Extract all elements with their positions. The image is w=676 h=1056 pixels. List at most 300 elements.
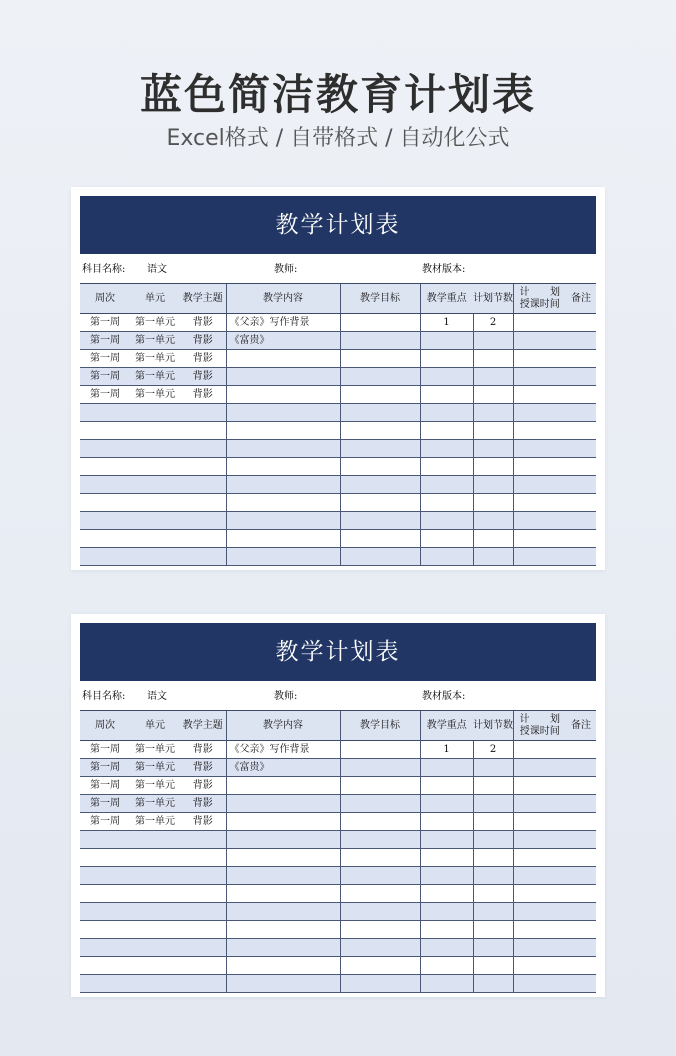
cell-focus[interactable] — [420, 957, 473, 975]
cell-time[interactable] — [513, 975, 566, 993]
cell-notes[interactable] — [566, 903, 596, 921]
cell-topic[interactable]: 背影 — [180, 759, 226, 777]
cell-unit[interactable]: 第一单元 — [130, 368, 180, 386]
cell-notes[interactable] — [566, 440, 596, 458]
cell-goal[interactable] — [340, 885, 420, 903]
cell-topic[interactable] — [180, 476, 226, 494]
table-row — [80, 831, 596, 849]
header-content: 教学内容 — [226, 711, 340, 741]
plan-table — [80, 283, 596, 566]
cell-content[interactable] — [226, 975, 340, 993]
cell-periods[interactable] — [473, 759, 513, 777]
cell-topic[interactable]: 背影 — [180, 795, 226, 813]
cell-content[interactable]: 《父亲》写作背景 — [226, 314, 340, 332]
cell-week[interactable] — [80, 494, 130, 512]
cell-focus[interactable] — [420, 939, 473, 957]
cell-periods[interactable] — [473, 422, 513, 440]
header-unit: 单元 — [130, 711, 180, 741]
cell-time[interactable] — [513, 795, 566, 813]
cell-unit[interactable]: 第一单元 — [135, 744, 175, 755]
cell-week[interactable]: 第一周 — [80, 759, 130, 777]
cell-notes[interactable] — [566, 350, 596, 368]
cell-focus[interactable] — [420, 476, 473, 494]
cell-content[interactable] — [226, 512, 340, 530]
cell-periods[interactable]: 2 — [473, 314, 513, 332]
cell-focus[interactable] — [420, 350, 473, 368]
cell-time[interactable] — [513, 368, 566, 386]
teacher-label: 教师: — [274, 691, 298, 702]
cell-notes[interactable] — [566, 939, 596, 957]
header-periods: 计划节数 — [473, 711, 513, 741]
cell-unit[interactable]: 第一单元 — [130, 759, 180, 777]
cell-unit[interactable] — [130, 404, 180, 422]
cell-topic[interactable]: 背影 — [192, 744, 213, 755]
cell-topic[interactable]: 背影 — [192, 353, 213, 364]
cell-content[interactable] — [226, 831, 340, 849]
cell-periods[interactable] — [473, 849, 513, 867]
cell-periods[interactable] — [473, 813, 513, 831]
cell-content[interactable] — [226, 867, 340, 885]
table-row — [80, 458, 596, 476]
cell-focus[interactable]: 1 — [420, 314, 473, 332]
table-row — [80, 314, 596, 332]
cell-week[interactable]: 第一周 — [90, 389, 120, 400]
table-header — [80, 711, 596, 741]
cell-time[interactable] — [513, 314, 566, 332]
cell-week[interactable] — [80, 404, 130, 422]
header-plan-bottom: 授课时间 — [519, 725, 560, 737]
cell-goal[interactable] — [340, 903, 420, 921]
table-row — [80, 939, 596, 957]
cell-time[interactable] — [513, 849, 566, 867]
cell-notes[interactable] — [566, 813, 596, 831]
cell-goal[interactable] — [340, 759, 420, 777]
cell-unit[interactable]: 第一单元 — [135, 780, 175, 791]
cell-focus[interactable] — [420, 422, 473, 440]
cell-time[interactable] — [513, 548, 566, 566]
cell-week[interactable] — [80, 530, 130, 548]
cell-time[interactable] — [513, 777, 566, 795]
cell-periods[interactable] — [473, 476, 513, 494]
cell-week[interactable]: 第一周 — [90, 780, 120, 791]
cell-goal[interactable] — [340, 831, 420, 849]
header-goal: 教学目标 — [340, 711, 420, 741]
cell-goal[interactable] — [340, 350, 420, 368]
cell-notes[interactable] — [566, 777, 596, 795]
edition-label: 教材版本: — [422, 691, 466, 702]
cell-topic[interactable] — [180, 404, 226, 422]
cell-topic[interactable] — [180, 867, 226, 885]
cell-notes[interactable] — [566, 741, 596, 759]
cell-goal[interactable] — [340, 813, 420, 831]
cell-unit[interactable] — [130, 548, 180, 566]
cell-periods[interactable] — [473, 867, 513, 885]
cell-focus[interactable] — [420, 849, 473, 867]
cell-content[interactable] — [226, 422, 340, 440]
cell-goal[interactable] — [340, 476, 420, 494]
cell-content[interactable] — [226, 530, 340, 548]
cell-content[interactable] — [226, 849, 340, 867]
cell-week[interactable] — [80, 831, 130, 849]
cell-notes[interactable] — [566, 386, 596, 404]
cell-notes[interactable] — [566, 314, 596, 332]
header-plan-bottom: 授课时间 — [519, 298, 560, 310]
cell-week[interactable] — [80, 867, 130, 885]
cell-goal[interactable] — [340, 368, 420, 386]
cell-periods[interactable] — [473, 921, 513, 939]
sheet-banner: 教学计划表 — [80, 623, 596, 681]
cell-goal[interactable] — [340, 849, 420, 867]
cell-goal[interactable] — [340, 921, 420, 939]
cell-notes[interactable] — [566, 849, 596, 867]
cell-unit[interactable] — [130, 957, 180, 975]
cell-notes[interactable] — [566, 957, 596, 975]
cell-topic[interactable]: 背影 — [180, 332, 226, 350]
cell-notes[interactable] — [566, 512, 596, 530]
cell-notes[interactable] — [566, 548, 596, 566]
header-goal: 教学目标 — [340, 284, 420, 314]
cell-time[interactable] — [513, 350, 566, 368]
cell-periods[interactable] — [473, 530, 513, 548]
cell-unit[interactable] — [130, 440, 180, 458]
cell-unit[interactable] — [130, 476, 180, 494]
cell-time[interactable] — [513, 903, 566, 921]
cell-periods[interactable] — [473, 957, 513, 975]
table-row — [80, 404, 596, 422]
cell-periods[interactable] — [473, 458, 513, 476]
cell-focus[interactable] — [420, 440, 473, 458]
cell-notes[interactable] — [566, 759, 596, 777]
cell-topic[interactable] — [180, 903, 226, 921]
cell-content[interactable]: 《父亲》写作背景 — [226, 741, 340, 759]
table-row — [80, 759, 596, 777]
cell-notes[interactable] — [566, 458, 596, 476]
header-plan-time — [513, 711, 566, 741]
table-row — [80, 921, 596, 939]
cell-content[interactable] — [226, 386, 340, 404]
cell-week[interactable]: 第一周 — [80, 332, 130, 350]
cell-topic[interactable]: 背影 — [192, 389, 213, 400]
cell-week[interactable] — [80, 939, 130, 957]
cell-topic[interactable] — [180, 512, 226, 530]
cell-periods[interactable] — [473, 975, 513, 993]
header-unit: 单元 — [130, 284, 180, 314]
cell-unit[interactable] — [130, 422, 180, 440]
plan-table — [80, 710, 596, 993]
cell-content[interactable] — [226, 813, 340, 831]
cell-focus[interactable] — [420, 813, 473, 831]
cell-focus[interactable] — [420, 494, 473, 512]
cell-unit[interactable] — [130, 494, 180, 512]
cell-week[interactable] — [80, 921, 130, 939]
cell-notes[interactable] — [566, 921, 596, 939]
cell-topic[interactable] — [180, 440, 226, 458]
cell-unit[interactable] — [130, 903, 180, 921]
cell-unit[interactable] — [130, 512, 180, 530]
cell-periods[interactable]: 2 — [473, 741, 513, 759]
cell-week[interactable]: 第一周 — [90, 816, 120, 827]
cell-topic[interactable] — [180, 849, 226, 867]
cell-goal[interactable] — [340, 777, 420, 795]
cell-focus[interactable]: 1 — [420, 741, 473, 759]
cell-topic[interactable] — [180, 548, 226, 566]
cell-content[interactable] — [226, 885, 340, 903]
table-row — [80, 903, 596, 921]
cell-focus[interactable] — [420, 777, 473, 795]
cell-periods[interactable] — [473, 404, 513, 422]
cell-goal[interactable] — [340, 867, 420, 885]
cell-goal[interactable] — [340, 494, 420, 512]
cell-topic[interactable] — [180, 975, 226, 993]
cell-topic[interactable] — [180, 494, 226, 512]
cell-time[interactable] — [513, 404, 566, 422]
cell-time[interactable] — [513, 885, 566, 903]
cell-week[interactable]: 第一周 — [90, 744, 120, 755]
table-row — [80, 350, 596, 368]
cell-periods[interactable] — [473, 885, 513, 903]
cell-content[interactable] — [226, 350, 340, 368]
cell-content[interactable] — [226, 939, 340, 957]
cell-topic[interactable] — [180, 957, 226, 975]
cell-focus[interactable] — [420, 368, 473, 386]
cell-periods[interactable] — [473, 903, 513, 921]
cell-unit[interactable]: 第一单元 — [135, 816, 175, 827]
cell-time[interactable] — [513, 422, 566, 440]
cell-unit[interactable] — [130, 885, 180, 903]
cell-unit[interactable] — [130, 530, 180, 548]
cell-goal[interactable] — [340, 422, 420, 440]
cell-time[interactable] — [513, 867, 566, 885]
cell-content[interactable] — [226, 458, 340, 476]
cell-content[interactable] — [226, 476, 340, 494]
cell-goal[interactable] — [340, 512, 420, 530]
cell-notes[interactable] — [566, 476, 596, 494]
cell-goal[interactable] — [340, 548, 420, 566]
cell-focus[interactable] — [420, 921, 473, 939]
cell-goal[interactable] — [340, 332, 420, 350]
sub-title: Excel格式 / 自带格式 / 自动化公式 — [166, 126, 510, 151]
cell-time[interactable] — [513, 921, 566, 939]
cell-week[interactable] — [80, 440, 130, 458]
header-periods: 计划节数 — [473, 284, 513, 314]
cell-periods[interactable] — [473, 939, 513, 957]
table-row — [80, 795, 596, 813]
cell-periods[interactable] — [473, 386, 513, 404]
cell-unit[interactable]: 第一单元 — [135, 317, 175, 328]
cell-content[interactable]: 《富贵》 — [226, 759, 340, 777]
cell-topic[interactable] — [180, 530, 226, 548]
cell-content[interactable] — [226, 921, 340, 939]
cell-goal[interactable] — [340, 386, 420, 404]
cell-time[interactable] — [513, 741, 566, 759]
table-row — [80, 530, 596, 548]
cell-topic[interactable] — [180, 831, 226, 849]
cell-notes[interactable] — [566, 332, 596, 350]
cell-notes[interactable] — [566, 494, 596, 512]
cell-unit[interactable] — [130, 831, 180, 849]
cell-content[interactable]: 《富贵》 — [226, 332, 340, 350]
cell-goal[interactable] — [340, 458, 420, 476]
table-row — [80, 867, 596, 885]
cell-focus[interactable] — [420, 512, 473, 530]
cell-focus[interactable] — [420, 975, 473, 993]
cell-periods[interactable] — [473, 831, 513, 849]
cell-week[interactable] — [80, 476, 130, 494]
cell-unit[interactable] — [130, 939, 180, 957]
cell-focus[interactable] — [420, 548, 473, 566]
cell-notes[interactable] — [566, 795, 596, 813]
cell-periods[interactable] — [473, 512, 513, 530]
table-body — [80, 741, 596, 993]
subject-value: 语文 — [147, 691, 167, 702]
cell-content[interactable] — [226, 404, 340, 422]
cell-time[interactable] — [513, 813, 566, 831]
cell-week[interactable] — [80, 957, 130, 975]
cell-unit[interactable]: 第一单元 — [130, 795, 180, 813]
cell-notes[interactable] — [566, 975, 596, 993]
cell-goal[interactable] — [340, 314, 420, 332]
cell-week[interactable]: 第一周 — [90, 317, 120, 328]
cell-focus[interactable] — [420, 759, 473, 777]
cell-periods[interactable] — [473, 332, 513, 350]
cell-content[interactable] — [226, 368, 340, 386]
cell-topic[interactable]: 背影 — [192, 816, 213, 827]
cell-time[interactable] — [513, 759, 566, 777]
cell-topic[interactable]: 背影 — [192, 317, 213, 328]
cell-notes[interactable] — [566, 885, 596, 903]
cell-unit[interactable] — [130, 975, 180, 993]
cell-week[interactable] — [80, 548, 130, 566]
cell-week[interactable] — [80, 903, 130, 921]
cell-focus[interactable] — [420, 885, 473, 903]
cell-periods[interactable] — [473, 440, 513, 458]
cell-time[interactable] — [513, 530, 566, 548]
cell-time[interactable] — [513, 440, 566, 458]
cell-week[interactable]: 第一周 — [90, 353, 120, 364]
table-row — [80, 975, 596, 993]
header-focus: 教学重点 — [420, 284, 473, 314]
header-topic: 教学主题 — [180, 711, 226, 741]
cell-goal[interactable] — [340, 939, 420, 957]
cell-unit[interactable]: 第一单元 — [130, 332, 180, 350]
cell-topic[interactable] — [180, 885, 226, 903]
cell-periods[interactable] — [473, 795, 513, 813]
cell-goal[interactable] — [340, 741, 420, 759]
cell-topic[interactable] — [180, 458, 226, 476]
cell-unit[interactable] — [130, 458, 180, 476]
cell-focus[interactable] — [420, 530, 473, 548]
cell-week[interactable] — [80, 885, 130, 903]
table-row — [80, 440, 596, 458]
table-row — [80, 813, 596, 831]
cell-notes[interactable] — [566, 530, 596, 548]
cell-week[interactable] — [80, 975, 130, 993]
cell-unit[interactable] — [130, 921, 180, 939]
cell-goal[interactable] — [340, 975, 420, 993]
cell-topic[interactable] — [180, 422, 226, 440]
cell-content[interactable] — [226, 795, 340, 813]
header-week: 周次 — [80, 711, 130, 741]
cell-unit[interactable] — [130, 849, 180, 867]
cell-goal[interactable] — [340, 795, 420, 813]
cell-time[interactable] — [513, 512, 566, 530]
cell-topic[interactable] — [180, 921, 226, 939]
cell-goal[interactable] — [340, 404, 420, 422]
cell-time[interactable] — [513, 494, 566, 512]
cell-unit[interactable] — [130, 867, 180, 885]
cell-content[interactable] — [226, 957, 340, 975]
cell-focus[interactable] — [420, 867, 473, 885]
cell-goal[interactable] — [340, 957, 420, 975]
cell-time[interactable] — [513, 458, 566, 476]
cell-content[interactable] — [226, 548, 340, 566]
cell-periods[interactable] — [473, 494, 513, 512]
cell-goal[interactable] — [340, 530, 420, 548]
cell-content[interactable] — [226, 440, 340, 458]
subject-label: 科目名称: — [82, 691, 126, 702]
cell-focus[interactable] — [420, 332, 473, 350]
cell-notes[interactable] — [566, 368, 596, 386]
cell-time[interactable] — [513, 939, 566, 957]
cell-week[interactable]: 第一周 — [80, 795, 130, 813]
cell-notes[interactable] — [566, 404, 596, 422]
table-row — [80, 476, 596, 494]
header-plan-top: 计 划 — [519, 713, 560, 725]
header-notes: 备注 — [566, 711, 596, 741]
cell-week[interactable] — [80, 512, 130, 530]
cell-week[interactable] — [80, 849, 130, 867]
cell-week[interactable]: 第一周 — [80, 368, 130, 386]
cell-time[interactable] — [513, 332, 566, 350]
cell-focus[interactable] — [420, 458, 473, 476]
cell-content[interactable] — [226, 777, 340, 795]
cell-unit[interactable]: 第一单元 — [135, 353, 175, 364]
cell-periods[interactable] — [473, 777, 513, 795]
cell-week[interactable] — [80, 422, 130, 440]
cell-unit[interactable]: 第一单元 — [135, 389, 175, 400]
subject-value: 语文 — [147, 264, 167, 275]
table-row — [80, 512, 596, 530]
cell-week[interactable] — [80, 458, 130, 476]
cell-time[interactable] — [513, 386, 566, 404]
cell-content[interactable] — [226, 903, 340, 921]
teacher-label: 教师: — [274, 264, 298, 275]
cell-periods[interactable] — [473, 548, 513, 566]
cell-periods[interactable] — [473, 350, 513, 368]
cell-topic[interactable]: 背影 — [180, 368, 226, 386]
cell-focus[interactable] — [420, 386, 473, 404]
header-week: 周次 — [80, 284, 130, 314]
cell-notes[interactable] — [566, 422, 596, 440]
cell-topic[interactable]: 背影 — [192, 780, 213, 791]
plan-sheet-card-2 — [71, 614, 605, 997]
cell-focus[interactable] — [420, 404, 473, 422]
cell-notes[interactable] — [566, 831, 596, 849]
cell-goal[interactable] — [340, 440, 420, 458]
cell-notes[interactable] — [566, 867, 596, 885]
cell-time[interactable] — [513, 831, 566, 849]
cell-topic[interactable] — [180, 939, 226, 957]
cell-periods[interactable] — [473, 368, 513, 386]
cell-focus[interactable] — [420, 903, 473, 921]
cell-time[interactable] — [513, 476, 566, 494]
table-row — [80, 957, 596, 975]
cell-time[interactable] — [513, 957, 566, 975]
cell-focus[interactable] — [420, 831, 473, 849]
cell-content[interactable] — [226, 494, 340, 512]
table-row — [80, 368, 596, 386]
cell-focus[interactable] — [420, 795, 473, 813]
